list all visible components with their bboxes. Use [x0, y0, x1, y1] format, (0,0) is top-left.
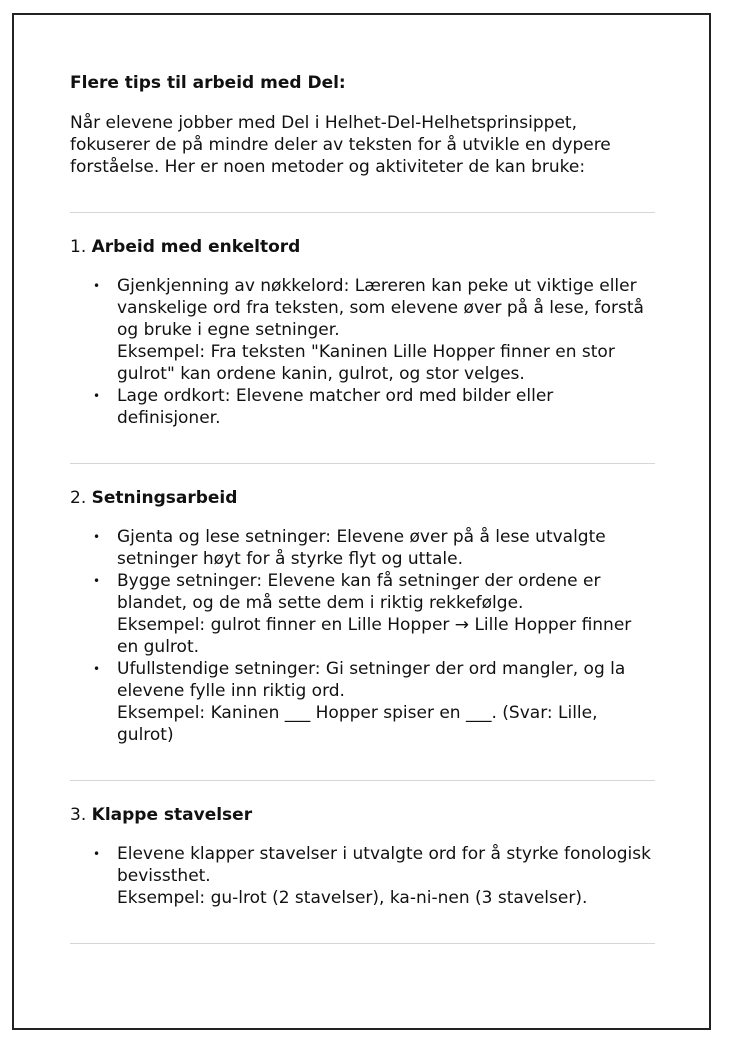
section-divider: [70, 212, 655, 213]
bullet-icon: •: [93, 662, 101, 676]
list-item-text: Ufullstendige setninger: Gi setninger der ord mangler, og la elevene fylle inn riktig ord.: [117, 659, 626, 701]
list-item-text: Gjenkjenning av nøkkelord: Læreren kan peke ut viktige eller vanskelige ord fra teksten, som elevene øver på å lese, forstå og bruke i egne setninger.: [117, 276, 644, 340]
list-item: [93, 385, 655, 429]
section-title-text: Arbeid med enkeltord: [91, 237, 301, 257]
list-item: [93, 275, 655, 385]
list-item: [93, 658, 655, 746]
list-item-example: Eksempel: gulrot finner en Lille Hopper → Lille Hopper finner en gulrot.: [117, 615, 632, 657]
list-item: [93, 526, 655, 570]
list-item-text: Gjenta og lese setninger: Elevene øver på å lese utvalgte setninger høyt for å styrke flyt og uttale.: [117, 527, 606, 569]
bullet-icon: •: [93, 847, 101, 861]
bullet-list: [70, 843, 655, 909]
section-number: 1.: [70, 237, 87, 257]
document-heading: Flere tips til arbeid med Del:: [70, 73, 346, 93]
section-setningsarbeid: [70, 487, 655, 746]
list-item-example: Eksempel: gu-lrot (2 stavelser), ka-ni-nen (3 stavelser).: [117, 888, 588, 908]
intro-paragraph: Når elevene jobber med Del i Helhet-Del-Helhetsprinsippet, fokuserer de på mindre deler av teksten for å utvikle en dypere forståelse. Her er noen metoder og aktiviteter de kan bruke:: [70, 113, 611, 177]
section-number: 3.: [70, 805, 87, 825]
bullet-icon: •: [93, 574, 101, 588]
section-title-text: Setningsarbeid: [91, 488, 238, 508]
section-title: [70, 236, 655, 258]
bullet-list: [70, 275, 655, 429]
list-item-text: Lage ordkort: Elevene matcher ord med bilder eller definisjoner.: [117, 386, 554, 428]
document-content: [70, 72, 655, 944]
section-klappe-stavelser: [70, 804, 655, 909]
list-item-example: Eksempel: Kaninen ___ Hopper spiser en ___. (Svar: Lille, gulrot): [117, 703, 598, 745]
section-title: [70, 804, 655, 826]
bullet-icon: •: [93, 389, 101, 403]
section-divider: [70, 780, 655, 781]
bullet-list: [70, 526, 655, 746]
section-arbeid-med-enkeltord: [70, 236, 655, 429]
bullet-icon: •: [93, 279, 101, 293]
list-item: [93, 570, 655, 658]
bullet-icon: •: [93, 530, 101, 544]
section-title: [70, 487, 655, 509]
list-item-text: Elevene klapper stavelser i utvalgte ord for å styrke fonologisk bevissthet.: [117, 844, 651, 886]
section-title-text: Klappe stavelser: [91, 805, 253, 825]
section-divider: [70, 943, 655, 944]
list-item-text: Bygge setninger: Elevene kan få setninger der ordene er blandet, og de må sette dem i riktig rekkefølge.: [117, 571, 601, 613]
section-number: 2.: [70, 488, 87, 508]
list-item-example: Eksempel: Fra teksten "Kaninen Lille Hopper finner en stor gulrot" kan ordene kanin, gulrot, og stor velges.: [117, 342, 615, 384]
list-item: [93, 843, 655, 909]
section-divider: [70, 463, 655, 464]
